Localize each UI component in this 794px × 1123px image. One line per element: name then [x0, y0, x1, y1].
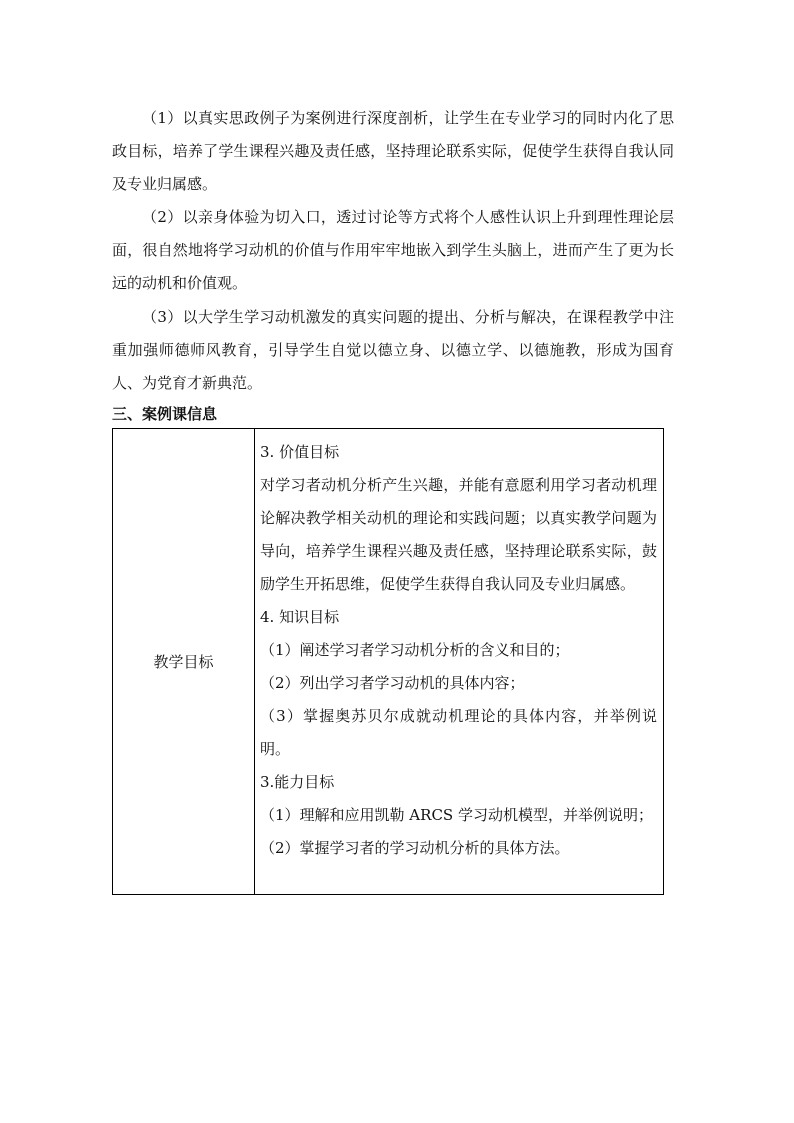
- ability-goal-heading: 3.能力目标: [260, 773, 335, 791]
- table-content-cell: [255, 429, 663, 894]
- knowledge-goal-item-2: （2）列出学习者学习动机的具体内容；: [260, 674, 525, 692]
- knowledge-goal-item-3: （3）掌握奥苏贝尔成就动机理论的具体内容，并举例说明。: [260, 707, 657, 758]
- paragraph-1: （1）以真实思政例子为案例进行深度剖析，让学生在专业学习的同时内化了思政目标，培养了学生课程兴趣及责任感，坚持理论联系实际，促使学生获得自我认同及专业归属感。: [112, 109, 674, 193]
- ability-goal-item-2: （2）掌握学习者的学习动机分析的具体方法。: [260, 839, 570, 857]
- section-heading: 三、案例课信息: [112, 405, 218, 423]
- paragraph-3: （3）以大学生学习动机激发的真实问题的提出、分析与解决，在课程教学中注重加强师德师风教育，引导学生自觉以德立身、以德立学、以德施教，形成为国育人、为党育才新典范。: [112, 308, 674, 392]
- ability-goal-item-1: （1）理解和应用凯勒 ARCS 学习动机模型，并举例说明；: [260, 806, 653, 824]
- case-info-table: [112, 428, 664, 895]
- knowledge-goal-heading: 4. 知识目标: [260, 608, 340, 626]
- value-goal-text: 对学习者动机分析产生兴趣，并能有意愿利用学习者动机理论解决教学相关动机的理论和实践问题；以真实教学问题为导向，培养学生课程兴趣及责任感，坚持理论联系实际，鼓励学生开拓思维，促使学生获得自我认同及专业归属感。: [260, 476, 657, 593]
- knowledge-goal-item-1: （1）阐述学习者学习动机分析的含义和目的；: [260, 641, 570, 659]
- table-label-cell: 教学目标: [113, 429, 255, 894]
- value-goal-heading: 3. 价值目标: [260, 443, 340, 461]
- paragraph-2: （2）以亲身体验为切入口，透过讨论等方式将个人感性认识上升到理性理论层面，很自然地将学习动机的价值与作用牢牢地嵌入到学生头脑上，进而产生了更为长远的动机和价值观。: [112, 208, 674, 292]
